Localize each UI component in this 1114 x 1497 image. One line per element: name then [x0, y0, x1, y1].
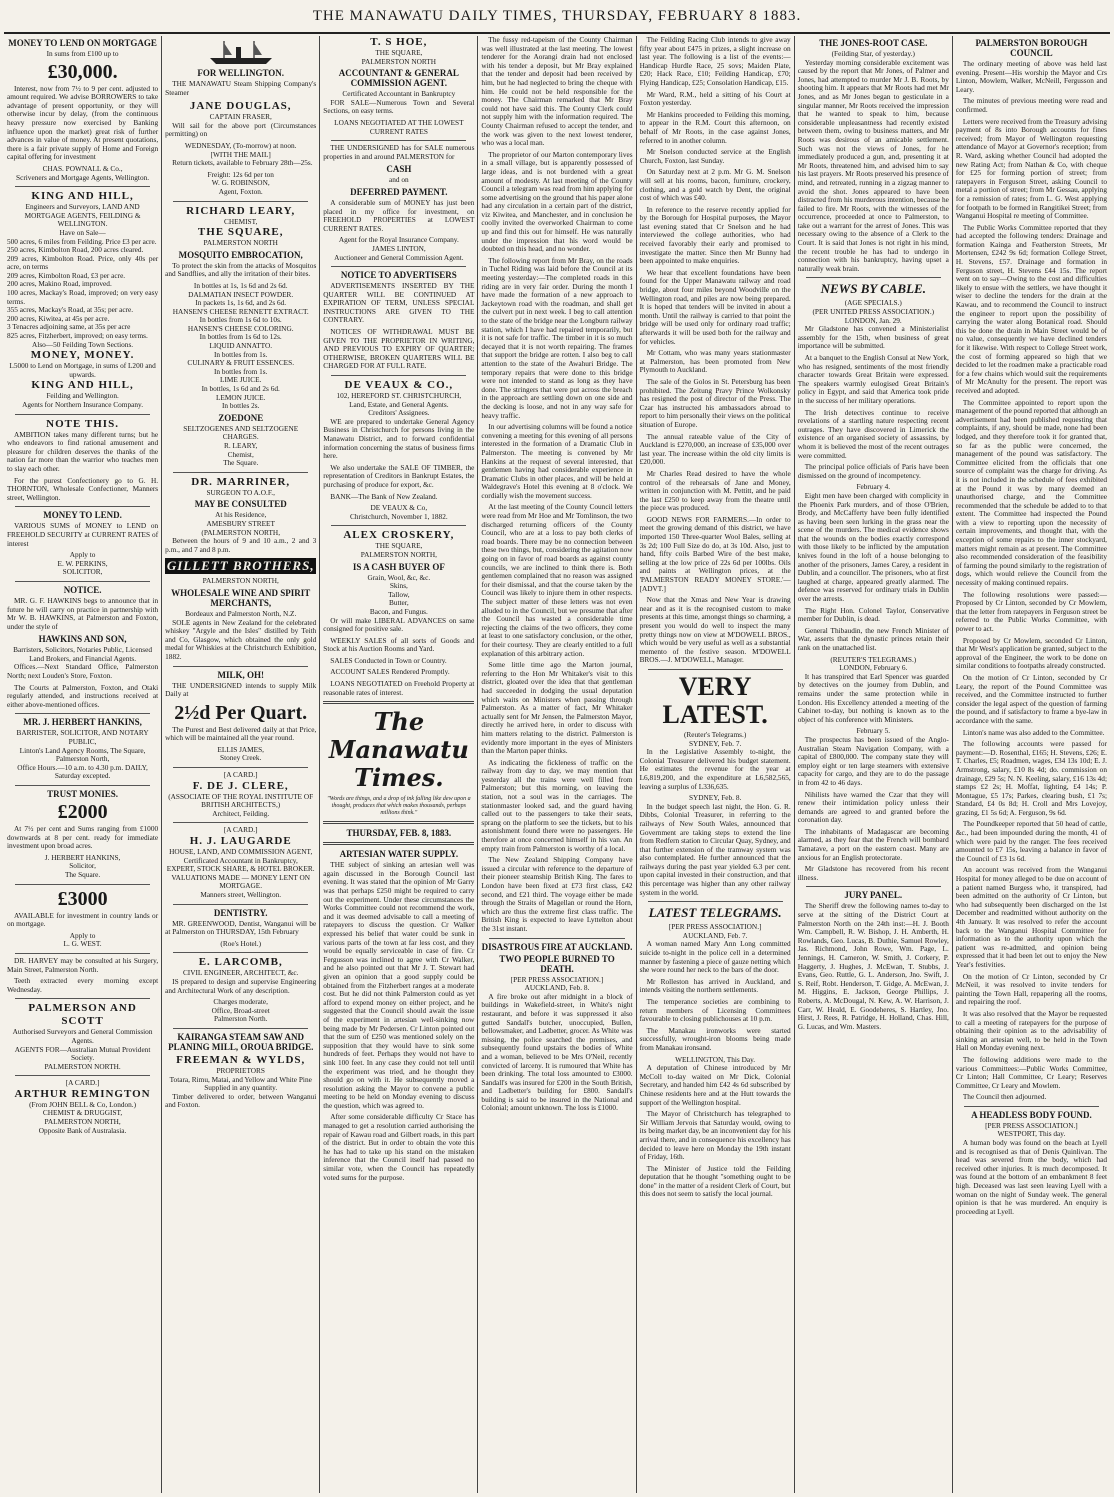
divider: [173, 666, 308, 667]
columns: [4, 36, 1110, 1493]
divider: [15, 581, 150, 582]
ad-dr-marriner: DR. MARRINER, SURGEON TO A.O.F., MAY BE CONSULTED At his Residence, AMESBURY STREET (PALMERSTON NORTH, Between the hours of 9 and 10 a.m., 2 and 3 p.m., and 7 and 8 p.m.: [165, 475, 317, 554]
ad-money-mortgage: MONEY TO LEND ON MORTGAGE In sums from £100 up to £30,000. Interest, now from 7½ to 9 per cent. adjusted to amount required. We advise BORROWERS to take advantage of present opportunity, or they will otherwise incur by delay, (from the continuous heavy pressure now exercised by Banking influence upon the market) great risk of further advances in value of money. At present quotations, there is a fair private supply of Home and Foreign capital offering for investment CHAS. POWNALL & Co., Scriveners and Mortgage Agents, Wellington.: [7, 38, 159, 182]
double-rule: [323, 842, 474, 845]
ad-milk: MILK, OH! THE UNDERSIGNED intends to supply Milk Daily at 2½d Per Quart. The Purest and Best delivered daily at that Price, which will be maintained all the year round. ELLIS JAMES, Stoney Creek.: [165, 669, 317, 763]
issue-date: THURSDAY, FEB. 8, 1883.: [346, 828, 452, 839]
page-masthead: THE MANAWATU DAILY TIMES, THURSDAY, FEBRUARY 8 1883.: [312, 8, 802, 24]
ad-palmerson-scott: PALMERSON AND SCOTT Authorised Surveyors and General Commission Agents. AGENTS FOR—Australian Mutual Provident Society. PALMERSTON NORTH.: [12, 1002, 153, 1071]
ad-ts-hoe: T. S HOE, THE SQUARE, PALMERSTON NORTH ACCOUNTANT & GENERAL COMMISSION AGENT. Certificated Accountant in Bankruptcy FOR SALE—Numerous Town and Several Sections, on easy terms. LOANS NEGOTIATED AT THE LOWEST CURRENT RATES: [323, 36, 475, 136]
ad-hawkins-notice: NOTICE. MR. G. F. HAWKINS begs to announce that in future he will carry on practice in partnership with Mr W. B. HAWKINS, at Palmerston and Foxton, under the style of HAWKINS AND SON, Barristers, Solicitors, Notaries Public, Licensed Land Brokers, and Financial Agents. Offices.—Next Standard Office, Palmerston North; next Louden's Store, Foxton. The Courts at Palmerston, Foxton, and Otaki regularly attended, and instructions received at either above-mentioned offices.: [7, 584, 159, 709]
column-7: [953, 36, 1110, 1493]
ad-note-this: NOTE THIS. AMBITION takes many different turns; but he who endeavors to find rational amusement and pleasure for children deserves the thanks of the nation far more than the warrior who teaches men to slay each other. For the purest Confectionery go to G. H. THORNTON, Wholesale Confectioner, Manners street, Wellington.: [7, 417, 159, 502]
column-2: [162, 36, 320, 1493]
ad-kairanga-mill: KAIRANGA STEAM SAW AND PLANING MILL, OROUA BRIDGE. FREEMAN & WYLDS, PROPRIETORS Totara, Rimu, Matai, and Yellow and White Pine Supplied in any quantity. Timber delivered to order, between Wanganui and Foxton.: [165, 1031, 317, 1110]
ad-richard-leary: RICHARD LEARY, CHEMIST, THE SQUARE, PALMERSTON NORTH MOSQUITO EMBROCATION, To protect the skin from the attacks of Mosquitos and Sandflies, and ally the irritation of their bites. In bottles at 1s, 1s 6d and 2s 6d. DALMATIAN INSECT POWDER. In packets 1s, 1s 6d, and 2s 6d. HANSEN'S CHEESE RENNETT EXTRACT. In bottles from 1s 6d to 10s. HANSEN'S CHEESE COLORING. In bottles from 1s 6d to 12s. LIQUID ANNATTO. In bottles from 1s. CULINARY & FRUIT ESSENCES. In bottles from 1s. LIME JUICE. In bottles, 1s 6d and 2s 6d. LEMON JUICE. In bottles 2s. ZOEDONE SELTZOGENES AND SELTZOGENE CHARGES. R. LEARY, Chemist, The Square.: [165, 204, 317, 468]
ad-croskery: ALEX CROSKERY, THE SQUARE, PALMERSTON NORTH, IS A CASH BUYER OF Grain, Wool, &c, &c. Skins, Tallow, Butter, Bacon, and Fungus. Or will make LIBERAL ADVANCES on same consigned for positive sale. WEEKLY SALES of all sorts of Goods and Stock at his Auction Rooms and Yard. SALES Conducted in Town or Country. ACCOUNT SALES Rendered Promptly. LOANS NEGOTIATED on Freehold Property at reasonable rates of interest.: [323, 529, 475, 697]
ad-remington: [A CARD.] ARTHUR REMINGTON (From JOHN BELL & Co, London.) CHEMIST & DRUGGIST, PALMERSTON NORTH, Opposite Bank of Australasia.: [14, 1078, 151, 1135]
ad-de-veaux: DE VEAUX & CO., 102, HEREFORD ST. CHRISTCHURCH, Land, Estate, and General Agents. Creditors' Assignees. WE are prepared to undertake General Agency Business in Christchurch for persons living in the Manawatu District, and to forward confidential information concerning the status of business firms here. We also undertake the SALE OF TIMBER, the representation of Creditors in Bankrupt Estates, the purchasing of produce for export, &c. BANK—The Bank of New Zealand. DE VEAUX & Co, Christchurch, November 1, 1882.: [323, 379, 475, 521]
article-borough-council: PALMERSTON BOROUGH COUNCIL The ordinary meeting of above was held last evening. Present—His worship the Mayor and Crs Linton, Mowlem, Walker, McNeill, Fergusson and Leary. The minutes of previous meeting were read and confirmed. Letters were received from the Treasury advising payment of 8s into Borough accounts for fines received; from Mayor of Wellington requesting attendance of Mayor at Governor's reception; from R. Ward, asking whether Council had adopted the new Rating Act; from Nathan & Co, with cheque for £25 for forming portion of street; from ratepayers in Ferguson Street, asking Council to metal a portion of street; from Mr Gessau, applying for a remission of rates; from L. G. West applying for footpath to be formed in Rangitikei Street; from Wanganui Hospital re meeting of Committee. The Public Works Committee reported that they had accepted the following tenders: Drainage and formation Kainga and Featherston Streets, Mr Mortensen, £242 9s 6d; formation College Street, H. Stevens, £57. Drainage and formation in Ferguson street, H. Stevens £44 15s. The report went on to say—Owing to the cost and difficulties likely to ensue with the settlers, we have thought it wiser to decline the tenders for the drain at the Kawau, and to recommend the Council to instruct the engineer to report upon the possibility of carrying the water along Botanical road. Should this be done the drain in Main Street would be of no value, consequently we have declined tenders for it likewise. With respect to College Street work, the cost of forming appeared so high that we decided to let the roadmen make a practicable road for a few chains which would suit the requirements of Mr McAnulty for the present. The report was received and adopted. The Committee appointed to report upon the management of the pound reported that although an advertisement had been published requesting that complaints, if any, should be made, none had been lodged, and they therefore took it for granted that, so far as the public were concerned, the management of the pound was satisfactory. The Committee elicited from the officials that one source of complaint was the charge for driving. As it is not included in the schedule of fees exhibited at the Pound it was by many deemed an unauthorised charge, and the Committee recommended that the schedule be added to to that extent. The Committee had inspected the Pound with a view to reporting upon the necessity of certain improvements, and thought that, with the exception of some repairs to the inner stockyard, matters might remain as at present. The Committee also recommended consideration of the feasibility of farming the pound similarly to the registration of dogs, which would relieve the Council from the necessity of making continued repairs. The following resolutions were passed:—Proposed by Cr Linton, seconded by Cr Mowlem, that the letter from ratepayers in Ferguson street be referred to the Public Works Committee, with power to act. Proposed by Cr Mowlem, seconded Cr Linton, that Mr West's application be granted, subject to the approval of the Engineer, the work to be done on similar conditions to footpaths already constructed. On the motion of Cr Linton, seconded by Cr Leary, the report of the Pound Committee was received, and the Committee instructed to further consider the legal aspect of the question of farming the pound, and if satisfactory to frame a bye-law in accordance with the same. Linton's name was also added to the Committee. The following accounts were passed for payment:—D. Rosenthal, £165; H. Stevens, £26; E. T. Charles, £5; Roadmen, wages, £34 13s 10d; E. J. Armstrong, salary, £10 8s 4d; do. commission on drainage, £29 5s; N. N. Keeling, salary, £16 13s 4d; stamps £2 2s; H. Moffat, lighting, £4 14s; P. Montague, £5 17s; Parkes, clearing bush, £1 7s; Standard, £4 0s 8d; H. Croll and Mrs Lovejoy, grazing, £1 5s 6d; A. Ferguson, 9s 6d. The Poundkeeper reported that 50 head of cattle, &c., had been impounded during the month, 41 of which were paid by the ranger. The fees received amounted to £7 15s, leaving a balance in favor of the Council of £3 1s 6d. An account was received from the Wanganui Hospital for money alleged to be due on account of a patient named Burgess who, it transpired, had been admitted on the authority of Cr Linton, but who had subsequently been discharged on the 1st December and readmitted without authority on the 4th January. It was resolved to refer the account back to the Wanganui Hospital Committee for information as to the authority upon which the patient was re-admitted, and opinion being expressed that it had been let out to enjoy the New Year's festivities. On the motion of Cr Linton, seconded by Cr McNeil, it was resolved to invite tenders for painting the Town Hall, repapering all the rooms, and repairing the roof. It was also resolved that the Mayor be requested to call a meeting of ratepayers for the purpose of obtaining their opinion as to the advisability of sinking an artesian well, to be held in the Town Hall on Monday evening next. The following additions were made to the various Committees:—Public Works Committee, Cr Linton; Hall Committee, Cr Leary; Reserves Committee, Cr Leary and Mowlem. The Council then adjourned.: [955, 38, 1107, 1102]
article-jury-panel: JURY PANEL. The Sheriff drew the following names to-day to serve at the sitting of the District Court at Palmerston North on the 24th inst:—H. J. Booth Wm. Campbell, R. W. Bishop, J. H. Amberth, H. Rowlands, Geo. Lucas, B. Duthie, Samuel Rowley, Jas. Richmond, John Rowe, Wm. Page, L. Jennings, H. Cameron, W. Smith, J. Corkery, P. Haggerty, J. Hughes, J. McEwan, T. Stubbs, J. Evans, Geo. Ruttle, G. L. Anderson, Jno. Swift, J. S. Reif, Robt. Henderson, T. Gidge, A. McEwan, J. M. Higgins, E. Jackson, George Phillips, J. Roberts, A. McDougal, N. Kew, A. W. Harrison, J. Carr, W. Heald, E. Goodeheres, S. Hartley, Jno. Hirst, J. Rees, R. Patridge, H. Holland, Chas. Hill, G. Lucas, and Wm. Masters.: [797, 890, 949, 1031]
divider: [489, 938, 624, 939]
local-news: The fussy red-tapeism of the County Chairman was well illustrated at the last meeting. The lowest tenderer for the Aorangi drain had not enclosed with his tender a deposit, but Mr Bray explained that the tender and deposit had been received by him, but he had neglected to bring the cheque with him. He could not be held responsible for the money. The Chairman remarked that Mr Bray could not have said this. The County Clerk could not supply him with the information required. The County Chairman refused to accept the tender, and the work was given to the next lowest tenderer, who was a local man. The proprietor of our Marton contemporary lives in a small village, but is apparently possessed of large ideas, and is not burdened with a great amount of modesty. At last meeting of the County Council a telegram was read from him applying for some advertising on the ground that his paper alone had any circulation in a certain part of the district, viz Kiwitea, and Manchester, and in conclusion he coolly invited the overworked Chairman to come up and find this out for himself. He was naturally under the impression that his word would be doubted on this head, and no wonder. The following report from Mr Bray, on the roads in Tuchel Riding was laid before the Council at its meeting yesterday:—The completed roads in this riding are in very fair order. During the month I have made the formation of a new approach to Jackeytown road with the roadman, and shall get the culvert put in next week. I beg to call attention to the state of the bridge near the Longburn railway station, which I have had repaired temporarily, but it is not safe for traffic. The timber in it is so much decayed that it is not worth repairing. The frames that support the bridge are rotten. I also beg to call attention to the state of the Awahuri Bridge. The temporary repairs that were done to this bridge were not intended to stand as long as they have done. The stringers that were put across the breach in the approach are settling down on one side and the decking is loose, and not in any way safe for heavy traffic. In our advertising columns will be found a notice convening a meeting for this evening of all persons interested in the formation of a Dramatic Club in Palmerston. The meeting is convened by Mr Hankins at the request of several interested, that gentlemen having had considerable experience in Dramatic Clubs in other places, and will be held at Waldegrave's Hotel this evening at 8 o'clock. We cordially wish the movement success. At the last meeting of the County Council letters were read from Mr Hoe and Mr Tomlinson, the two discharged returning officers of the County Council, who are at a loss to pay both clerks of road boards. There may be no connection between these two things, but, considering the agitation now going on in favor of road boards as against county councils, we are inclined to think there is. Both gentlemen complained that no reason was assigned for their dismissal, and that the course taken by the Council was likely to injure them in other respects. The subject matter of these letters was not even alluded to in the Council, but we presume that after the Council has wasted a considerable time rejecting the claims of the two officers, they come at least to one satisfactory conclusion, or the other, for their courtesy. They are clearly entitled to a full explanation of this arbitrary action. Some little time ago the Marton journal, referring to the Hon Mr Whitaker's visit to this district, gloated over the idea that that gentleman had succeeded in dodging the usual deputation which waits on Ministers when passing through Palmerston. As a matter of fact, Mr Whitaker actually sent for Mr Jensen, the Palmerston Mayor, directly he arrived here, in order to discuss with him matters relating to the district. Palmerston is evidently more important in the eyes of Ministers than the Marton paper thinks. As indicating the fickleness of traffic on the railway from day to day, we may mention that yesterday all the trains were well filled from Palmerston; but this morning, on leaving the station, not a soul was in the carriages. The stationmaster looked sad, and the guard having called out to the passengers to take their seats, sprang on the platform to see the tickets, but to his astonishment found there were no passengers. He therefore at once concerned himself in his van. An empty train from Palmerston is worthy of a local. The New Zealand Shipping Company have issued a circular with reference to the departure of their pioneer steamship British King. The fares to London have been fixed at £73 first class, £42 second, and £21 third. The voyage either be made through the Straits of Magellan or round the Horn, which are thus the extreme first class traffic. The British King is expected to leave Lyttelton about the 31st instant.: [481, 36, 633, 933]
divider: [15, 785, 150, 786]
divider: [648, 901, 783, 902]
article-news-by-cable: NEWS BY CABLE. (AGE SPECIALS.) (PER UNITED PRESS ASSOCIATION.) LONDON, Jan. 29. Mr Gladstone has convened a Ministerialist assembly for the 15th, when business of great importance will be submitted. At a banquet to the English Consul at New York, who has resigned, sentiments of the most friendly character towards Great Britain were expressed. The speakers warmly eulogised Great Britain's policy in Egypt, and said that America took pride in the success of her military operations. The Irish detectives continue to receive revelations of a startling nature respecting recent outrages. They have discovered in Limerick the existence of an organised society of assassins, by whom it is believed the most of the recent outrages were committed. The principal police officials of Paris have been dismissed on the ground of incompetency. February 4. Eight men have been charged with complicity in the Phoenix Park murders, and of those O'Brien, Brody, and McCafferty have been fully identified as having been seen lurking in the grass near the scene of the murders. The medical evidence shows that the wounds on the bodies exactly correspond with those likely to be inflicted by the amputation knives found in the loft of a house belonging to another of the prisoners, James Carey, a resident in Dublin, and a councillor. The prisoners, who at first laughed at charge, appeared greatly alarmed. The defence was reserved for ordinary trials in Dublin over the arrests. The Right Hon. Colonel Taylor, Conservative member for Dublin, is dead. General Thibaudin, the new French Minister of War, asserts that the dynastic princes retain their rank on the unattached list. (REUTER'S TELEGRAMS.) LONDON, February 6. It has transpired that Earl Spencer was guarded by detectives on the journey from Dublin, and remains under the same protection while in London. His Excellency attended a meeting of the Cabinet to-day, but nothing is known as to the object of his conference with Ministers. February 5. The prospectus has been issued of the Anglo-Australian Steam Navigation Company, with a capital of £800,000. The company state they will employ eight or ten large steamers with extensive capacity for cargo, and they are to do the passage in from 42 to 46 days. Nihilists have warned the Czar that they will renew their intimidation policy unless their demands are agreed to and granted before the coronation day. The inhabitants of Madagascar are becoming alarmed, as they fear that the French will bombard Tamatave, a port on the eastern coast. Many are anxious for an English protectorate. Mr Gladstone has recovered from his recent illness.: [797, 281, 949, 882]
divider: [331, 140, 466, 141]
divider: [15, 1075, 150, 1076]
column-5: [637, 36, 795, 1493]
ad-dentistry: DENTISTRY. MR. GREENWOOD, Dentist, Wanganui will be at Palmerston on THURSDAY, 15th February (Roe's Hotel.): [165, 907, 317, 948]
notice-to-advertisers: NOTICE TO ADVERTISERS ADVERTISEMENTS INSERTED BY THE QUARTER WILL BE CONTINUED AT EXPIRATION OF TERM, UNLESS SPECIAL INSTRUCTIONS ARE GIVEN TO THE CONTRARY. NOTICES OF WITHDRAWAL MUST BE GIVEN TO THE PROPRIETOR IN WRITING, AND PREVIOUS TO EXPIRY OF QUARTER; OTHERWISE, BROKEN QUARTERS WILL BE CHARGED FOR AT FULL RATE.: [323, 270, 475, 371]
ad-dr-harvey: DR. HARVEY may be consulted at his Surgery, Main Street, Palmerston North. Teeth extracted every morning except Wednesday.: [7, 955, 159, 994]
double-rule: [323, 821, 474, 824]
ad-clere: [A CARD.] F. DE J. CLERE, (ASSOCIATE OF THE ROYAL INSTITUTE OF BRITISH ARCHITECTS,) Architect, Feilding.: [168, 770, 314, 818]
article-jones-root: THE JONES-ROOT CASE. (Feilding Star, of yesterday.) Yesterday morning considerable excitement was caused by the report that Mr Jones, of Palmer and Jones, had attempted to murder Mr J. B. Roots, by shooting him. It appears that Mr Roots had met Mr Jones, and as Mr Jones began to gesticulate in a singular manner, Mr Roots received the impression that he wanted to speak to him, because considerable unpleasantness had recently existed between them, owing to business matters, and Mr Roots was desirous of an amicable settlement. Such was not the views of Jones, for he immediately produced a gun, and, presenting it at Mr Roots, threatened him, and advised him to say his last prayers. Mr Roots preserved his presence of mind, and retreated, running in a zigzag manner to avoid the shot. Jones appeared to have been distracted from his murderous intention, because he failed to fire. Mr Roots, with the witnesses of the occurrence, proceeded at once to Palmerston, to take out a warrant for the arrest of Jones. This was necessary owing to the absence of a Clerk to the Court. It is said that Jones is not right in his mind, the recent trouble he has had to undergo in connection with his bankruptcy, having upset a naturally weak brain.: [797, 38, 949, 273]
divider: [331, 525, 466, 526]
divider: [173, 472, 308, 473]
masthead-rule: [4, 32, 1110, 34]
article-auckland-fire: DISASTROUS FIRE AT AUCKLAND. TWO PEOPLE BURNED TO DEATH. [PER PRESS ASSOCIATION.] AUCKLAND, Feb. 8. A fire broke out after midnight in a block of buildings in Wakefield-street, in White's night restaurant, and before it was suppressed it also gutted Sandall's butcher, unoccupied, Bullen, bellowsmaker, and Ladbetter, grocer. As White was missing, the police searched the premises, and subsequently found upstairs the bodies of White and a woman, believed to be Mrs O'Neil, recently convicted of larceny. It is rumoured that White has been drinking. The total loss amounted to £3000. Sandall's was insured for £200 in the South British, and Ladbetter's building for £800. Sandall's building is said to be insured in the National and Colonial; amount unknown. The loss is £1000.: [481, 941, 633, 1113]
amount-30000: £30,000.: [47, 60, 118, 83]
ad-king-hill: KING AND HILL, Engineers and Surveyors, LAND AND MORTGAGE AGENTS, FEILDING & WELLINGTON. Have on Sale— 500 acres, 6 miles from Feilding. Price £3 per acre. 250 acres, Kimbolton Road, 200 acres cleared. 209 acres, Kimbolton Road. Price, only 40s per acre, on terms 209 acres, Kimbolton Road, £3 per acre. 200 acres, Makino Road, improved. 100 acres, Mackay's Road, improved; on very easy terms. 355 acres, Mackay's Road, at 35s; per acre. 200 acres, Kiwitea, at 45s per acre. 3 Tenacres adjoining same, at 35s per acre 825 acres, Fitzherbert, improved; on easy terms. Also—50 Feilding Town Sections. MONEY, MONEY. L5000 to Lend on Mortgage, in sums of L200 and upwards. KING AND HILL, Feilding and Wellington. Agents for Northern Insurance Company.: [7, 190, 159, 409]
newspaper-title: The Manawatu Times.: [328, 707, 469, 793]
divider: [15, 953, 150, 954]
ad-laugarde: [A CARD.] H. J. LAUGARDE HOUSE, LAND, AND COMMISSION AGENT, Certificated Accountant in Bankruptcy, EXPERT, STOCK SHARE, & HOTEL BROKER. VALUATIONS MADE — MONEY LENT ON MORTGAGE. Manners street, Wellington.: [166, 825, 315, 899]
divider: [15, 713, 150, 714]
steamship-icon: [206, 38, 276, 66]
divider: [15, 506, 150, 507]
ad-3000: £3000 AVAILABLE for investment in country lands or on mortgage. Apply to L. G. WEST.: [7, 887, 159, 949]
column-4: [478, 36, 636, 1493]
divider: [173, 1028, 308, 1029]
article-latest-telegrams: LATEST TELEGRAMS. [PER PRESS ASSOCIATION.] AUCKLAND, Feb. 7. A woman named Mary Ann Long committed suicide to-night in the police cell in a determined manner by fastening a piece of gauze netting which she wore round her neck to the bars of the door. Mr Rolleston has arrived in Auckland, and intends visiting the northern settlements. The temperance societies are combining to return members of Licensing Committees favourable to closing publichouses at 10 p.m. The Manakau ironworks were started successfully, wrought-iron blooms being made from Manakau ironsand. WELLINGTON, This Day. A deputation of Chinese introduced by Mr McColl to-day waited on Mr Dick, Colonial Secretary, and handed him £42 4s 6d subscribed by Chinese residents here and at the Hutt towards the support of the Wellington hospital. The Mayor of Christchurch has telegraphed to Sir William Jervois that Saturday would, owing to its being market day, be an inconvenient day for his arrival there, and in consequence his excellency has decided to leave here on Monday the 19th instant of Friday, 16th. The Minister of Justice told the Feilding deputation that he thought "something ought to be done" in the matter of a resident Clerk of Court, but this does not seem to satisfy the local journal.: [639, 905, 791, 1199]
divider: [173, 201, 308, 202]
divider: [173, 767, 308, 768]
divider: [964, 1106, 1099, 1107]
ad-steamer-wellington: FOR WELLINGTON. THE MANAWATU Steam Shipping Company's Steamer JANE DOUGLAS, CAPTAIN FRASER, Will sail for the above port (Circumstances permitting) on WEDNESDAY, (To-morrow) at noon. [WITH THE MAIL] Return tickets, available to February 28th—25s. Freight: 12s 6d per ton W. G. ROBINSON, Agent, Foxton.: [165, 38, 316, 197]
column-6: [795, 36, 953, 1493]
double-rule: [323, 701, 474, 704]
divider: [648, 669, 783, 670]
divider: [15, 884, 150, 885]
ad-hankins: MR. J. HERBERT HANKINS, BARRISTER, SOLICITOR, AND NOTARY PUBLIC, Linton's Land Agency Rooms, The Square, Palmerston North, Office Hours.—10 a.m. to 4.30 p.m. DAILY, Saturday excepted.: [16, 717, 149, 781]
ad-trust-monies: TRUST MONIES. £2000 At 7½ per cent and Sums ranging from £1000 downwards at 8 per cent. ready for immediate investment upon broad acres. J. HERBERT HANKINS, Solicitor, The Square.: [7, 789, 159, 879]
divider: [806, 886, 941, 887]
ad-james-linton: THE UNDERSIGNED has for SALE numerous properties in and around PALMERSTON for CASH and on DEFERRED PAYMENT. A considerable sum of MONEY has just been placed in my office for investment, on FREEHOLD PROPERTIES at LOWEST CURRENT RATES. Agent for the Royal Insurance Company. JAMES LINTON, Auctioneer and General Commission Agent.: [323, 143, 475, 262]
local-news-2: The Feilding Racing Club intends to give away fifty year about £475 in prizes, a slight increase on last year. The following is a list of the events:—Handicap Hurdle Race, 25 sovs; Maiden Plate, £20; Hack Race, £10; Feilding Handicap, £70; Flying Handicap, £25; Consolation Handicap, £15. Mr Ward, R.M., held a sitting of his Court at Foxton yesterday. Mr Hankins proceeded to Feilding this morning, to appear in the R.M. Court this afternoon, on behalf of Mr Roots, in the case against Jones, referred to in another column. Mr Snelson conducted service at the English Church, Foxton, last Sunday. On Saturday next at 2 p.m. Mr G. M. Snelson will sell at his rooms, bacon, furniture, crockery, clothing, and a gold watch by Dent, the original cost of which was £40. In reference to the reserve recently applied for by the Borough for Hospital purposes, the Mayor last evening stated that Cr Snelson and he had interviewed the college authorities, who had received favorably their early and promised to investigate the matter. Since then Mr Bunny had been appointed to make enquiries. We hear that excellent foundations have been found for the Upper Manawatu railway and road bridge, about four miles beyond Woodville on the Wellington road, and piles are now being prepared. It is hoped that tenders will be invited in about a month. Until the railway is carried to that point the bridge will be used only for ordinary road traffic; afterwards it will be used both for the railway and for vehicles. Mr Cottam, who was many years stationmaster at Palmerston, has been promoted from New Plymouth to Auckland. The sale of the Golos in St. Petersburg has been prohibited. The Zeitung Pravy Prince Wolkonsky has resigned the post of director of the Press. The Czar has instructed his ambassadors abroad to report to him personally their views on the political situation of Europe. The annual rateable value of the City of Auckland is £270,000, an increase of £35,000 over last year. The increase within the old city limits is £20,000. Mr Charles Read desired to have the whole control of the rehearsals of Jane and Money, written in conjunction with M. Pettitt, and he paid the last £250 to keep away from the theatre until the piece was produced. GOOD NEWS FOR FARMERS.—In order to meet the growing demand of this district, we have imported 150 Three-quarter Wool Bales, selling at 3s 2d; 100 Full Size do do, at 3s 10d. Also, just to hand, fifty coils Barbed Wire of the best make, selling at the low price of 22s 6d per 100lbs. Oils and paints at Wellington prices, at the 'PALMERSTON READY MONEY STORE.'—[ADVT.] Now that the Xmas and New Year is drawing near and as it is the recognised custom to make presents at this time, amongst things so charming, a present you would do well to inspect the many pretty things now on view at M'DOWELL BROS., which would be very useful as well as a substantial memento of the festive season. M'DOWELL BROS.—J. M'DOWELL, Manager.: [639, 36, 791, 665]
divider: [15, 998, 150, 999]
column-1: [4, 36, 162, 1493]
divider: [173, 822, 308, 823]
divider: [173, 904, 308, 905]
divider: [331, 375, 466, 376]
divider: [173, 952, 308, 953]
ad-larcomb: E. LARCOMB, CIVIL ENGINEER, ARCHITECT, &c. IS prepared to design and supervise Engineering and Architectural Work of any description. Charges moderate, Office, Broad-street Palmerston North.: [165, 956, 317, 1024]
article-artesian-water: ARTESIAN WATER SUPPLY. THE subject of sinking an artesian well was again discussed in the Borough Council last evening. It was stated that the opinion of Mr Garry was that perhaps £250 might be required to carry out the experiment. Under these circumstances the Works Committee could not recommend the work, and it was deemed advisable to call a meeting of ratepayers to discuss the question. Cr Walker expressed his belief that water could be sunk in various parts of the town at far less cost, and they would be equally serviceable in case of fire. Cr Fergusson was inclined to agree with Cr Walker, and he also pointed out that Mr J. T. Stewart had given an opinion that a good supply could be obtained from the Fitzherbert ranges at a moderate cost. But he did not think Palmerston could as yet afford to expend money on either project, and he suggested that the Council should await the issue of the experiment in artesian well-sinking now being made by Mr Pedersen. Cr Linton pointed out that the sum of £250 was mentioned solely on the supposition that they would have to sink some hundreds of feet. Perhaps they would not have to sink 100 feet. In any case they could not tell until the experiment was tried, and he thought they should go on with it. He subsequently moved a resolution asking the Mayor to convene a public meeting to be held on Monday evening to discuss the question, which was agreed to. After some considerable difficulty Cr Stace has managed to get a resolution carried authorising the repair of Kawau road and Gilbert roads, in this part of the district. But in order to obtain the vote this he has had to take up his stand on the mistaken inference that the Council itself had passed no similar vote, when the Council has repeatedly voted sums for the purpose.: [323, 849, 475, 1182]
article-headless-body: A HEADLESS BODY FOUND. [PER PRESS ASSOCIATION.] WESTPORT, This day. A human body was found on the beach at Lyell and is recognised as that of Denis Quinlivan. The head was severed from the body, which had received other injuries. It is much decomposed. It was found at the bottom of an embankment 8 feet high. Deceased was last seen leaving Lyell with a woman on the night of Sunday week. The general opinion is that he was murdered. An enquiry is proceeding at Lyell.: [955, 1109, 1107, 1216]
divider: [806, 277, 941, 278]
divider: [15, 186, 150, 187]
column-3: [320, 36, 478, 1493]
article-very-latest: VERY LATEST. (Reuter's Telegrams.) SYDNEY, Feb. 7. In the Legislative Assembly to-night, the Colonial Treasurer delivered his budget statement. He estimates the revenue for the year at L6,819,200, and the expenditure at L6,582,565, leaving a surplus of L336,635. SYDNEY, Feb. 8. In the budget speech last night, the Hon. G. R. Dibbs, Colonial Treasurer, in referring to the railways of New South Wales, announced that Government are taking steps to extend the line from Redfern station to Circular Quay, Sydney, and that further extension of the tramway system was also contemplated. He further announced that the railways during the past year yielded 6.3 per cent. upon capital invested in their construction, and that this percentage was higher than any other railway system in the world.: [639, 671, 791, 897]
divider: [331, 266, 466, 267]
newspaper-motto: "Words are things, and a drop of ink falling like dew upon a thought, produces that which makes thousands, perhaps millions think.": [327, 796, 471, 817]
divider: [15, 414, 150, 415]
ad-gillett-brothers: GILLETT BROTHERS, PALMERSTON NORTH, WHOLESALE WINE AND SPIRIT MERCHANTS, Bordeaux and Palmerston North, N.Z. SOLE agents in New Zealand for the celebrated whiskey "Argyle and the Isles" distilled by Teith and Co, Glasgow, which obtained the only gold medal for Whiskies at the Christchurch Exhibition, 1882.: [165, 558, 317, 661]
ad-money-to-lend: MONEY TO LEND. VARIOUS SUMS of MONEY to LEND on FREEHOLD SECURITY at CURRENT RATES of interest Apply to E. W. PERKINS, SOLICITOR,: [7, 510, 159, 577]
